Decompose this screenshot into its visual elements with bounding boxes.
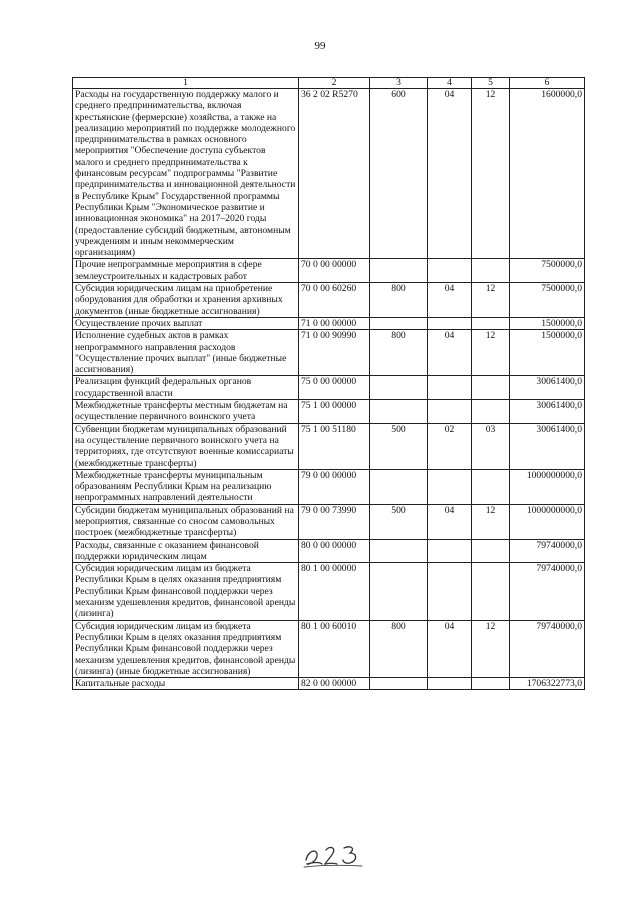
row-amount: 30061400,0 — [510, 400, 585, 424]
row-expense-type: 800 — [370, 283, 428, 318]
row-section — [428, 563, 472, 620]
row-amount: 30061400,0 — [510, 376, 585, 400]
row-expense-type: 800 — [370, 330, 428, 376]
handwritten-page-number — [300, 838, 370, 870]
row-subsection: 03 — [472, 423, 510, 469]
row-subsection — [472, 678, 510, 690]
row-expense-type — [370, 376, 428, 400]
column-header: 5 — [472, 78, 510, 89]
row-code: 82 0 00 00000 — [299, 678, 370, 690]
row-code: 80 1 00 00000 — [299, 563, 370, 620]
row-section: 04 — [428, 283, 472, 318]
table-row — [73, 317, 585, 329]
row-section — [428, 317, 472, 329]
row-section: 04 — [428, 89, 472, 259]
row-code: 79 0 00 00000 — [299, 469, 370, 504]
column-header: 6 — [510, 78, 585, 89]
table-row — [73, 563, 585, 620]
row-amount: 1500000,0 — [510, 330, 585, 376]
row-amount: 30061400,0 — [510, 423, 585, 469]
row-subsection — [472, 259, 510, 283]
row-expense-type: 500 — [370, 423, 428, 469]
table-row — [73, 259, 585, 283]
row-amount: 7500000,0 — [510, 259, 585, 283]
row-code: 71 0 00 00000 — [299, 317, 370, 329]
row-subsection — [472, 563, 510, 620]
row-expense-type — [370, 678, 428, 690]
column-header: 1 — [73, 78, 299, 89]
row-code: 80 0 00 00000 — [299, 539, 370, 563]
row-name: Субсидии бюджетам муниципальных образований на мероприятия, связанные со сносом самовольных построек (межбюджетные трансферты) — [73, 504, 299, 539]
row-code: 71 0 00 90990 — [299, 330, 370, 376]
row-section: 04 — [428, 620, 472, 677]
table-row — [73, 678, 585, 690]
column-header: 2 — [299, 78, 370, 89]
row-section: 04 — [428, 330, 472, 376]
row-name: Исполнение судебных актов в рамках непрограммного направления расходов "Осуществление прочих выплат" (иные бюджетные ассигнования) — [73, 330, 299, 376]
row-expense-type: 600 — [370, 89, 428, 259]
row-name: Межбюджетные трансферты муниципальным образованиям Республики Крым на реализацию непрограммных направлений деятельности — [73, 469, 299, 504]
row-name: Субсидия юридическим лицам из бюджета Республики Крым в целях оказания предприятиям Республики Крым финансовой поддержки через механизм удешевления кредитов, финансовой аренды (лизинга) — [73, 563, 299, 620]
row-code: 36 2 02 R5270 — [299, 89, 370, 259]
column-header: 4 — [428, 78, 472, 89]
row-expense-type — [370, 400, 428, 424]
table-row — [73, 620, 585, 677]
row-amount: 79740000,0 — [510, 539, 585, 563]
row-name: Расходы на государственную поддержку малого и среднего предпринимательства, включая крестьянские (фермерские) хозяйства, а также на реализацию мероприятий по поддержке молодежного предпринимательства в рамках основного мероприятия "Обеспечение доступа субъектов малого и среднего предпринимательства к финансовым ресурсам" подпрограммы "Развитие предпринимательства и инновационной деятельности в Республике Крым" Государственной программы Республики Крым "Экономическое развитие и инновационная экономика" на 2017–2020 годы (предоставление субсидий бюджетным, автономным учреждениям и иным некоммерческим организациям) — [73, 89, 299, 259]
row-section: 04 — [428, 504, 472, 539]
row-amount: 1000000000,0 — [510, 504, 585, 539]
row-code: 70 0 00 00000 — [299, 259, 370, 283]
row-subsection: 12 — [472, 89, 510, 259]
row-subsection — [472, 376, 510, 400]
row-section — [428, 400, 472, 424]
row-name: Расходы, связанные с оказанием финансовой поддержки юридическим лицам — [73, 539, 299, 563]
row-section — [428, 259, 472, 283]
row-name: Межбюджетные трансферты местным бюджетам на осуществление первичного воинского учета — [73, 400, 299, 424]
row-expense-type: 500 — [370, 504, 428, 539]
row-code: 70 0 00 60260 — [299, 283, 370, 318]
row-section — [428, 539, 472, 563]
row-name: Субвенции бюджетам муниципальных образований на осуществление первичного воинского учета на территориях, где отсутствуют военные комиссариаты (межбюджетные трансферты) — [73, 423, 299, 469]
row-subsection: 12 — [472, 504, 510, 539]
row-section — [428, 376, 472, 400]
row-amount: 79740000,0 — [510, 563, 585, 620]
table-row — [73, 330, 585, 376]
row-name: Субсидия юридическим лицам на приобретение оборудования для обработки и хранения архивных документов (иные бюджетные ассигнования) — [73, 283, 299, 318]
row-code: 79 0 00 73990 — [299, 504, 370, 539]
row-expense-type — [370, 469, 428, 504]
table-row — [73, 376, 585, 400]
row-name: Реализация функций федеральных органов государственной власти — [73, 376, 299, 400]
row-expense-type — [370, 259, 428, 283]
row-section: 02 — [428, 423, 472, 469]
row-expense-type: 800 — [370, 620, 428, 677]
row-amount: 1600000,0 — [510, 89, 585, 259]
row-name: Осуществление прочих выплат — [73, 317, 299, 329]
table-row — [73, 283, 585, 318]
row-section — [428, 469, 472, 504]
row-subsection — [472, 539, 510, 563]
row-expense-type — [370, 317, 428, 329]
column-header: 3 — [370, 78, 428, 89]
table-row — [73, 89, 585, 259]
row-subsection: 12 — [472, 620, 510, 677]
row-code: 75 0 00 00000 — [299, 376, 370, 400]
page-number: 99 — [314, 40, 326, 52]
row-subsection: 12 — [472, 283, 510, 318]
row-amount: 1706322773,0 — [510, 678, 585, 690]
table-row — [73, 504, 585, 539]
row-code: 75 1 00 51180 — [299, 423, 370, 469]
row-subsection — [472, 317, 510, 329]
row-amount: 7500000,0 — [510, 283, 585, 318]
row-expense-type — [370, 563, 428, 620]
row-name: Прочие непрограммные мероприятия в сфере землеустроительных и кадастровых работ — [73, 259, 299, 283]
table-row — [73, 423, 585, 469]
table-header-row — [73, 78, 585, 89]
row-code: 75 1 00 00000 — [299, 400, 370, 424]
row-code: 80 1 00 60010 — [299, 620, 370, 677]
row-amount: 79740000,0 — [510, 620, 585, 677]
table-row — [73, 469, 585, 504]
row-expense-type — [370, 539, 428, 563]
table-row — [73, 400, 585, 424]
row-subsection — [472, 469, 510, 504]
table-row — [73, 539, 585, 563]
row-subsection: 12 — [472, 330, 510, 376]
budget-table — [72, 77, 585, 690]
row-amount: 1500000,0 — [510, 317, 585, 329]
row-name: Субсидия юридическим лицам из бюджета Республики Крым в целях оказания предприятиям Республики Крым финансовой поддержки через механизм удешевления кредитов, финансовой аренды (лизинга) (иные бюджетные ассигнования) — [73, 620, 299, 677]
row-section — [428, 678, 472, 690]
row-name: Капитальные расходы — [73, 678, 299, 690]
row-subsection — [472, 400, 510, 424]
row-amount: 1000000000,0 — [510, 469, 585, 504]
